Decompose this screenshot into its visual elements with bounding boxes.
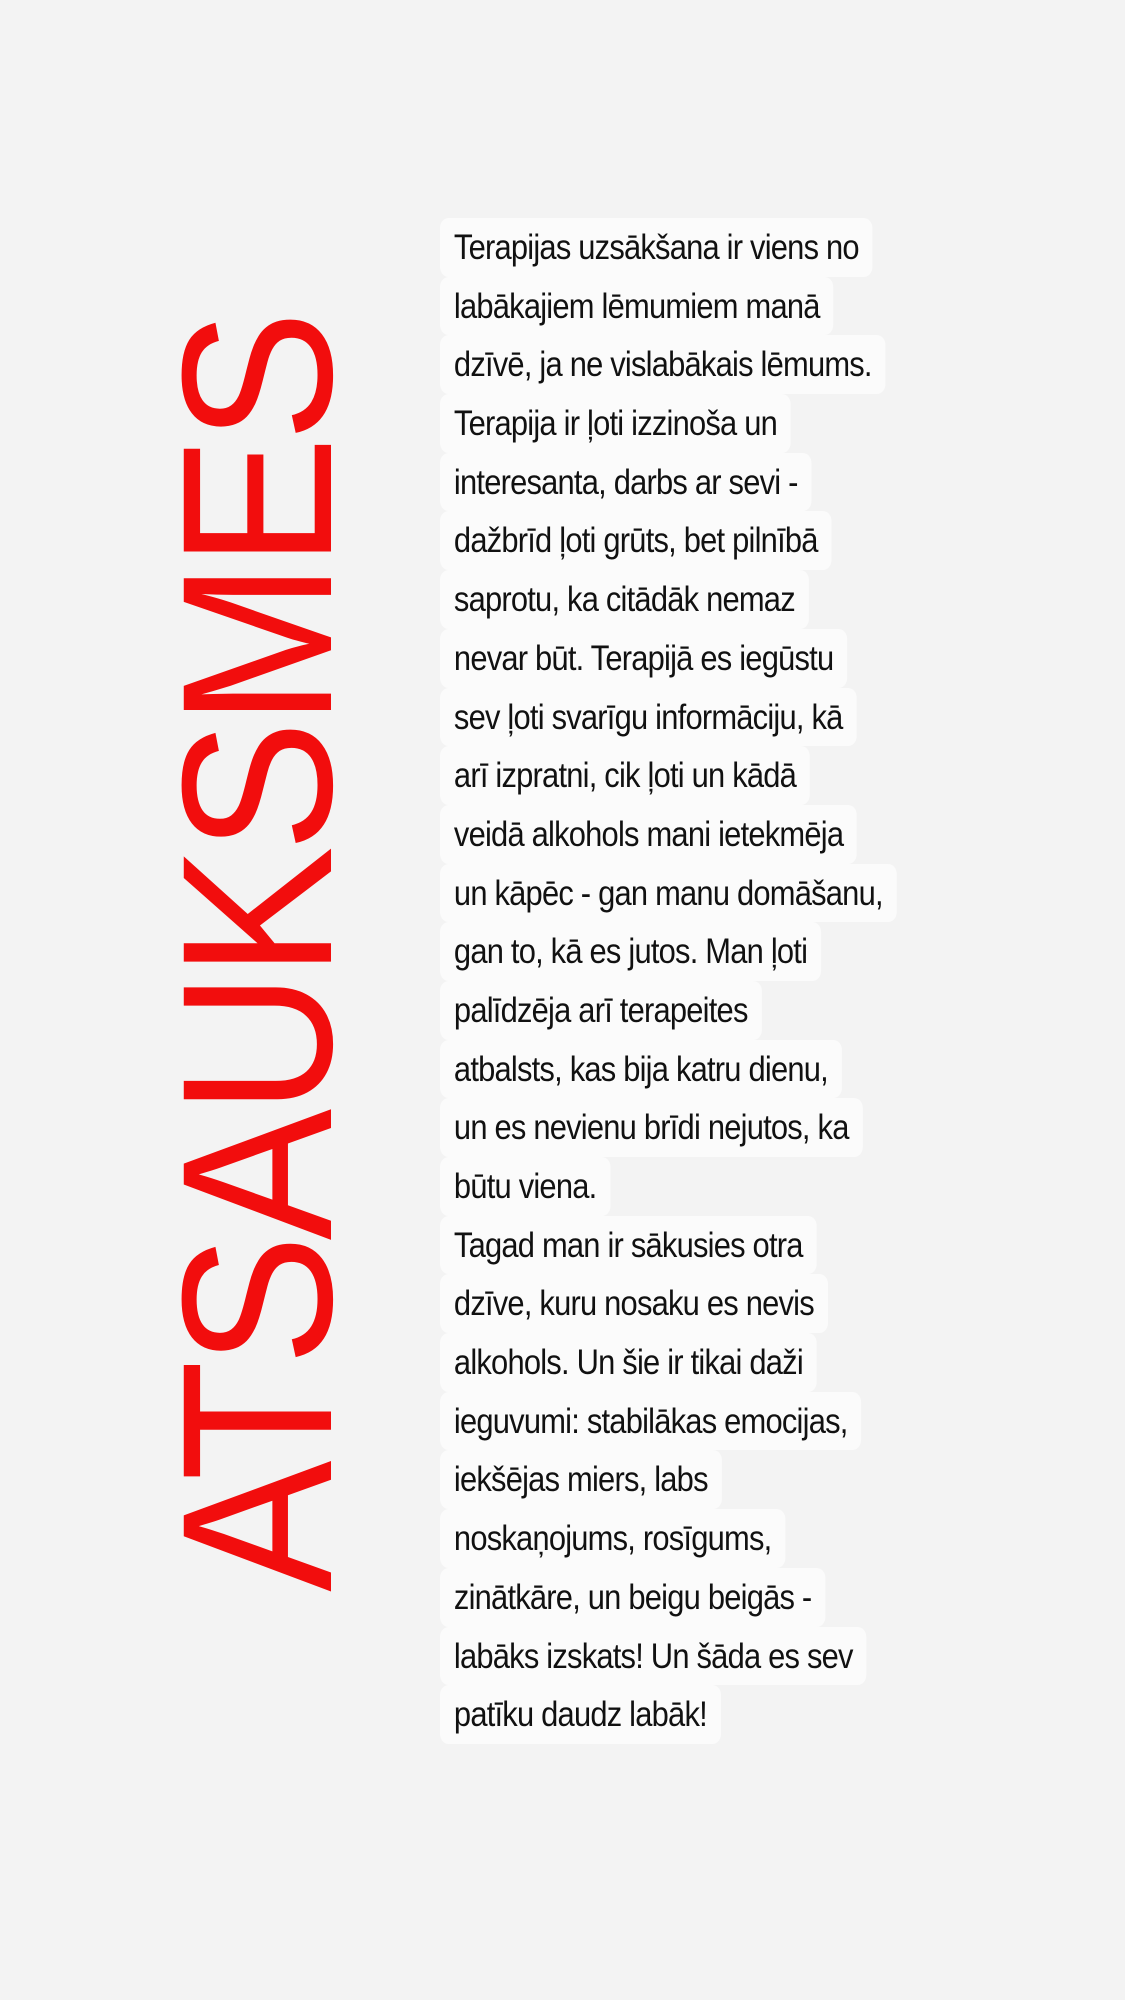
- testimonial-line-text: iekšējas miers, labs: [440, 1450, 722, 1509]
- testimonial-line-text: saprotu, ka citādāk nemaz: [440, 570, 809, 629]
- testimonial-line: [440, 1568, 965, 1627]
- testimonial-line: [440, 922, 965, 981]
- testimonial-line-text: atbalsts, kas bija katru dienu,: [440, 1040, 842, 1099]
- testimonial-line: [440, 1509, 965, 1568]
- testimonial-line-text: nevar būt. Terapijā es iegūstu: [440, 629, 847, 688]
- testimonial-line: [440, 335, 965, 394]
- testimonial-line: [440, 1040, 965, 1099]
- testimonial-line: [440, 805, 965, 864]
- testimonial-line-text: sev ļoti svarīgu informāciju, kā: [440, 688, 856, 747]
- testimonial-line: [440, 1098, 965, 1157]
- testimonial-line: [440, 1274, 965, 1333]
- testimonial-line: [440, 746, 965, 805]
- testimonial-line-text: dzīvē, ja ne vislabākais lēmums.: [440, 335, 886, 394]
- testimonial-line: [440, 570, 965, 629]
- page-title-text: ATSAUKSMES: [138, 316, 377, 1592]
- testimonial-line-text: ieguvumi: stabilākas emocijas,: [440, 1392, 861, 1451]
- testimonial-line: [440, 629, 965, 688]
- testimonial-line: [440, 688, 965, 747]
- testimonial-line: [440, 1685, 965, 1744]
- testimonial-line-text: Terapija ir ļoti izzinoša un: [440, 394, 791, 453]
- testimonial-line: [440, 1216, 965, 1275]
- testimonial-line-text: palīdzēja arī terapeites: [440, 981, 762, 1040]
- testimonial-line-text: alkohols. Un šie ir tikai daži: [440, 1333, 817, 1392]
- testimonial-line: [440, 1627, 965, 1686]
- testimonial-line: [440, 864, 965, 923]
- testimonial-line-text: un es nevienu brīdi nejutos, ka: [440, 1098, 863, 1157]
- page-title: [138, 261, 377, 1648]
- testimonial-line-text: būtu viena.: [440, 1157, 610, 1216]
- testimonial-text: [440, 218, 965, 1744]
- testimonial-line-text: arī izpratni, cik ļoti un kādā: [440, 746, 810, 805]
- testimonial-line: [440, 394, 965, 453]
- testimonial-line-text: Terapijas uzsākšana ir viens no: [440, 218, 873, 277]
- testimonial-line: [440, 453, 965, 512]
- testimonial-line: [440, 277, 965, 336]
- testimonial-line-text: veidā alkohols mani ietekmēja: [440, 805, 857, 864]
- testimonial-line-text: gan to, kā es jutos. Man ļoti: [440, 922, 821, 981]
- testimonial-line-text: labākajiem lēmumiem manā: [440, 277, 834, 336]
- testimonial-line-text: patīku daudz labāk!: [440, 1685, 721, 1744]
- testimonial-line: [440, 1450, 965, 1509]
- testimonial-line-text: Tagad man ir sākusies otra: [440, 1216, 817, 1275]
- testimonial-line: [440, 981, 965, 1040]
- testimonial-line-text: dzīve, kuru nosaku es nevis: [440, 1274, 828, 1333]
- testimonial-line-text: interesanta, darbs ar sevi -: [440, 453, 812, 512]
- testimonial-line-text: zinātkāre, un beigu beigās -: [440, 1568, 825, 1627]
- testimonial-line-text: dažbrīd ļoti grūts, bet pilnībā: [440, 511, 832, 570]
- testimonial-line-text: noskaņojums, rosīgums,: [440, 1509, 785, 1568]
- testimonial-line: [440, 1333, 965, 1392]
- testimonial-line: [440, 1392, 965, 1451]
- testimonial-line: [440, 511, 965, 570]
- testimonial-line-text: un kāpēc - gan manu domāšanu,: [440, 864, 897, 923]
- testimonial-line: [440, 218, 965, 277]
- testimonial-line-text: labāks izskats! Un šāda es sev: [440, 1627, 867, 1686]
- testimonial-line: [440, 1157, 965, 1216]
